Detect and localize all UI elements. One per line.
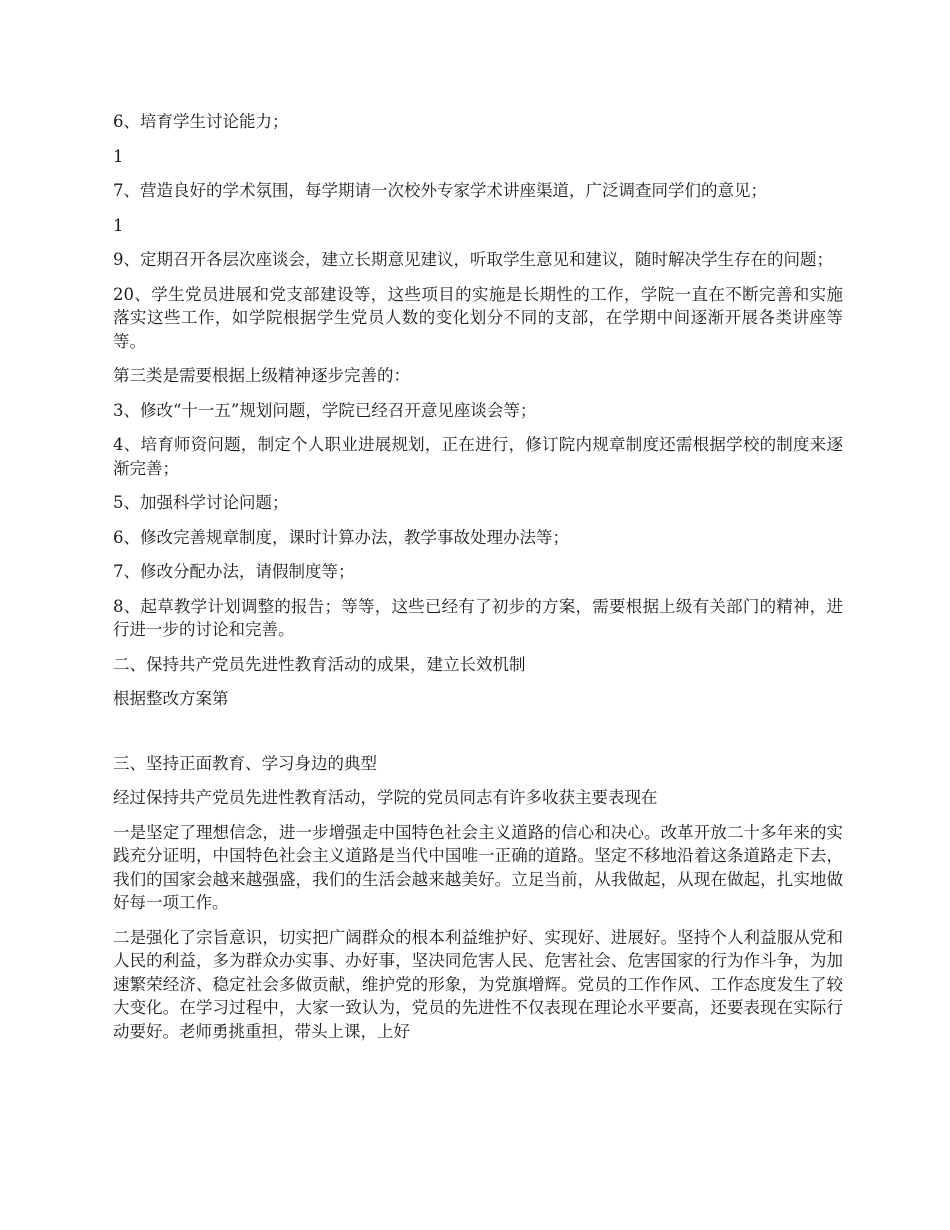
section-heading-two: 二、保持共产党员先进性教育活动的成果，建立长效机制 bbox=[113, 654, 526, 674]
paragraph-item-6: 6、培育学生讨论能力； bbox=[113, 112, 289, 131]
paragraph-first-gain: 一是坚定了理想信念，进一步增强走中国特色社会主义道路的信心和决心。改革开放二十多年来的实践充分证明，中国特色社会主义道路是当代中国唯一正确的道路。坚定不移地沿着这条道路走下去，我们的国家会越来越强盛，我们的生活会越来越美好。立足当前，从我做起，从现在做起，扎实地做好每一项工作。 bbox=[113, 822, 843, 912]
paragraph-item-4: 4、培育师资问题，制定个人职业进展规划，正在进行，修订院内规章制度还需根据学校的制度来逐渐完善； bbox=[113, 435, 843, 478]
paragraph-second-gain: 二是强化了宗旨意识，切实把广阔群众的根本利益维护好、实现好、进展好。坚持个人利益服从党和人民的利益，多为群众办实事、办好事，坚决同危害人民、危害社会、危害国家的行为作斗争，为加速繁荣经济、稳定社会多做贡献，维护党的形象，为党旗增辉。党员的工作作风、工作态度发生了较大变化。在学习过程中，大家一致认为，党员的先进性不仅表现在理论水平要高，还要表现在实际行动要好。老师勇挑重担，带头上课，上好 bbox=[113, 927, 843, 1041]
paragraph-item-7: 7、营造良好的学术氛围，每学期请一次校外专家学术讲座渠道，广泛调查同学们的意见； bbox=[113, 181, 767, 200]
paragraph-item-7b: 7、修改分配办法，请假制度等； bbox=[113, 562, 355, 581]
paragraph-number-1b: 1 bbox=[113, 215, 124, 235]
paragraph-item-3: 3、修改“十一五”规划问题，学院已经召开意见座谈会等； bbox=[113, 400, 537, 420]
section-heading-three: 三、坚持正面教育、学习身边的典型 bbox=[113, 753, 377, 773]
paragraph-rectification-plan: 根据整改方案第 bbox=[113, 689, 229, 708]
paragraph-item-5: 5、加强科学讨论问题； bbox=[113, 493, 289, 512]
paragraph-item-20: 20、学生党员进展和党支部建设等，这些项目的实施是长期性的工作，学院一直在不断完善和实施落实这些工作，如学院根据学生党员人数的变化划分不同的支部，在学期中间逐渐开展各类讲座等等。 bbox=[113, 284, 843, 351]
paragraph-gains-intro: 经过保持共产党员先进性教育活动，学院的党员同志有许多收获主要表现在 bbox=[113, 788, 658, 807]
paragraph-item-9: 9、定期召开各层次座谈会，建立长期意见建议，听取学生意见和建议，随时解决学生存在的问题； bbox=[113, 250, 833, 269]
paragraph-item-6b: 6、修改完善规章制度，课时计算办法，教学事故处理办法等； bbox=[113, 527, 569, 547]
section-spacer bbox=[113, 722, 843, 752]
document-body bbox=[113, 110, 843, 1054]
paragraph-category-three: 第三类是需要根据上级精神逐步完善的： bbox=[113, 366, 410, 385]
paragraph-item-8: 8、起草教学计划调整的报告；等等，这些已经有了初步的方案，需要根据上级有关部门的精神，进行进一步的讨论和完善。 bbox=[113, 596, 843, 639]
paragraph-number-1: 1 bbox=[113, 146, 124, 166]
